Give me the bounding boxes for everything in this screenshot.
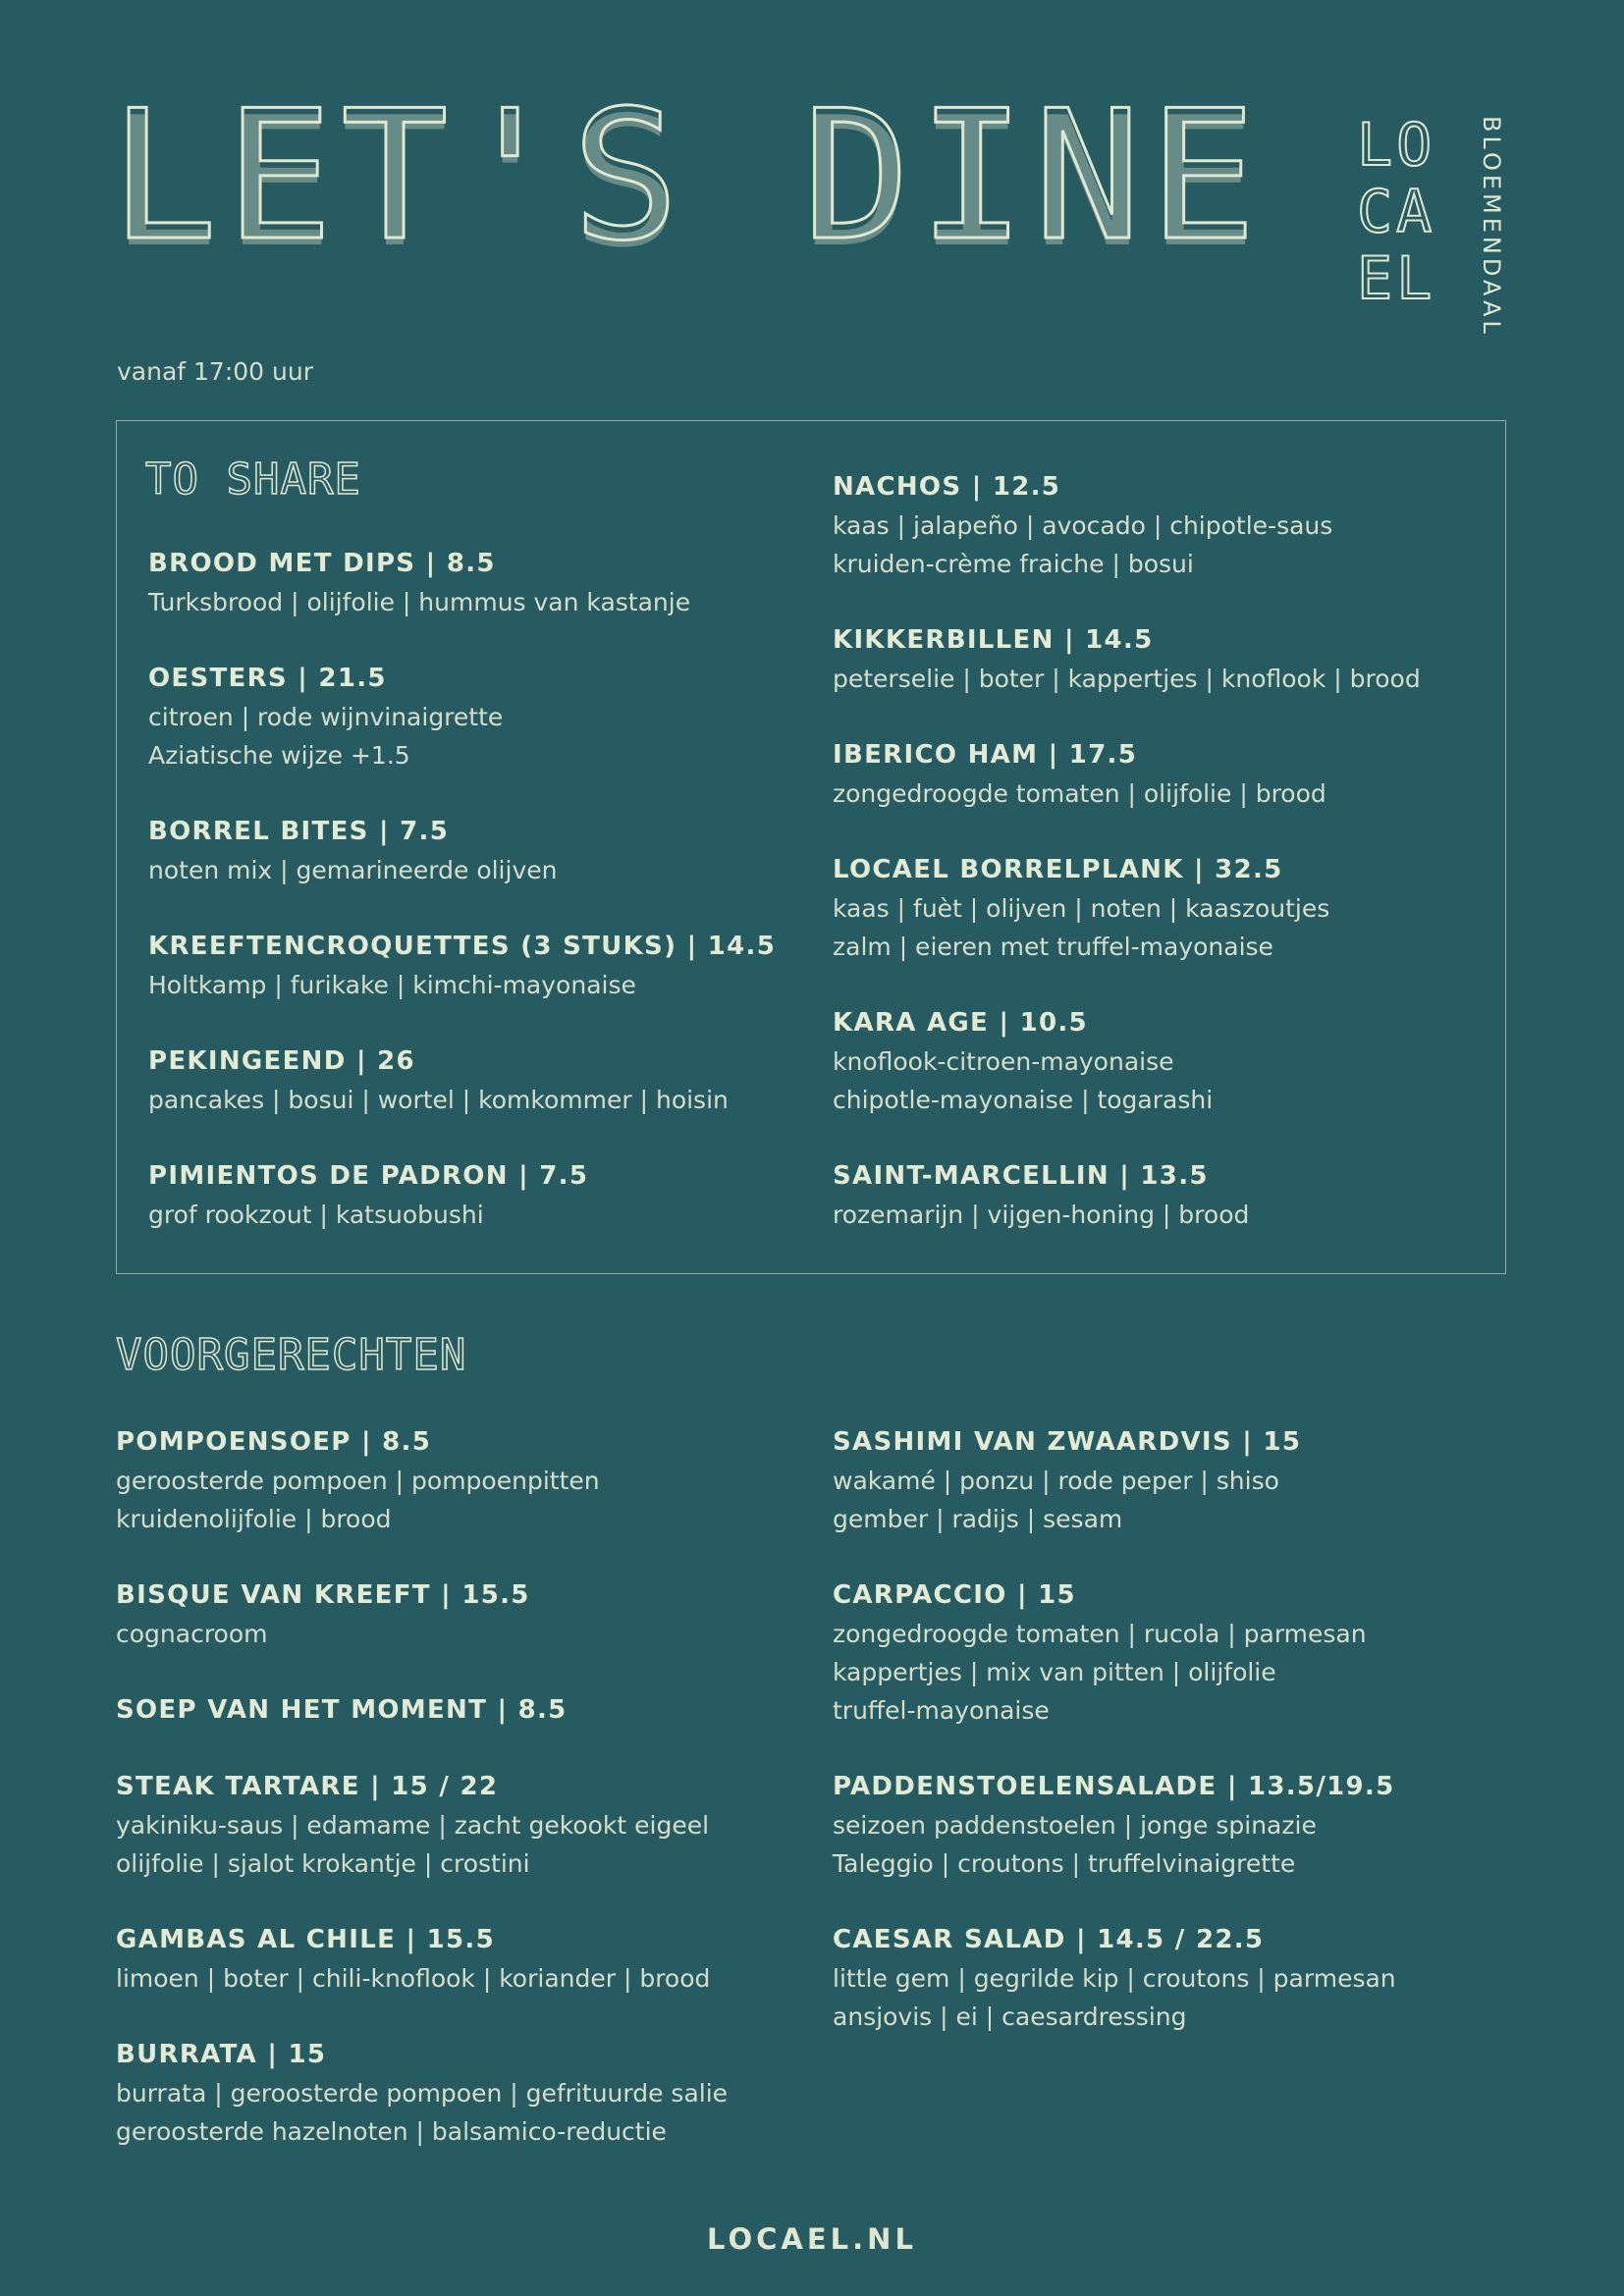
menu-item-name: GAMBAS AL CHILE | 15.5	[116, 1925, 495, 1954]
menu-item-name: BROOD MET DIPS | 8.5	[148, 549, 496, 578]
menu-item-description: grof rookzout | katsuobushi	[148, 1201, 484, 1229]
menu-item	[116, 1921, 728, 1998]
website-link[interactable]: LOCAEL.NL	[707, 2222, 917, 2256]
menu-item	[116, 1423, 728, 1538]
menu-item-name: CARPACCIO | 15	[833, 1580, 1076, 1610]
page-title: LET'S DINE	[110, 72, 1265, 280]
menu-item	[116, 2036, 728, 2151]
menu-item	[833, 851, 1421, 966]
menu-item-name: BISQUE VAN KREEFT | 15.5	[116, 1580, 530, 1610]
menu-item-name: IBERICO HAM | 17.5	[833, 740, 1138, 770]
menu-item-name: SOEP VAN HET MOMENT | 8.5	[116, 1695, 568, 1725]
menu-item-description: Aziatische wijze +1.5	[148, 741, 410, 770]
menu-item-description: Holtkamp | furikake | kimchi-mayonaise	[148, 971, 636, 999]
to-share-heading: TO SHARE	[145, 454, 361, 505]
menu-item	[833, 1576, 1396, 1730]
logo-town: BLOEMENDAAL	[1478, 116, 1505, 338]
menu-item-name: SASHIMI VAN ZWAARDVIS | 15	[833, 1427, 1302, 1457]
opening-time: vanaf 17:00 uur	[117, 357, 313, 386]
menu-item	[148, 928, 776, 1004]
menu-item-description: zalm | eieren met truffel-mayonaise	[833, 933, 1273, 961]
menu-item-name: STEAK TARTARE | 15 / 22	[116, 1772, 499, 1801]
menu-item	[833, 1004, 1421, 1119]
logo-letters-row: CA	[1357, 178, 1436, 246]
logo-letters	[1357, 111, 1445, 316]
menu-item	[833, 1157, 1421, 1234]
menu-item	[148, 813, 776, 889]
menu-item-name: KIKKERBILLEN | 14.5	[833, 625, 1154, 655]
locael-logo	[1357, 111, 1514, 391]
menu-item-description: zongedroogde tomaten | rucola | parmesan	[833, 1620, 1367, 1648]
menu-item	[148, 660, 776, 774]
menu-item-name: POMPOENSOEP | 8.5	[116, 1427, 432, 1457]
menu-item	[833, 736, 1421, 813]
menu-item-name: OESTERS | 21.5	[148, 664, 387, 693]
menu-item-description: kaas | jalapeño | avocado | chipotle-saus	[833, 511, 1333, 540]
to-share-right-column	[833, 468, 1421, 1234]
menu-item-description: knoflook-citroen-mayonaise	[833, 1047, 1174, 1076]
voorgerechten-heading: VOORGERECHTEN	[116, 1330, 467, 1380]
menu-item-description: seizoen paddenstoelen | jonge spinazie	[833, 1811, 1317, 1840]
menu-item-description: burrata | geroosterde pompoen | gefrituurde salie	[116, 2079, 729, 2108]
menu-item-name: SAINT-MARCELLIN | 13.5	[833, 1161, 1209, 1191]
menu-item-description: little gem | gegrilde kip | croutons | parmesan	[833, 1964, 1396, 1993]
menu-item-description: cognacroom	[116, 1620, 268, 1648]
menu-item-name: BURRATA | 15	[116, 2040, 327, 2069]
menu-item-description: geroosterde hazelnoten | balsamico-reductie	[116, 2117, 667, 2146]
menu-item	[148, 1042, 776, 1119]
menu-item-description: rozemarijn | vijgen-honing | brood	[833, 1201, 1250, 1229]
menu-item-name: CAESAR SALAD | 14.5 / 22.5	[833, 1925, 1265, 1954]
menu-item-description: zongedroogde tomaten | olijfolie | brood	[833, 779, 1326, 808]
to-share-left-column	[148, 545, 776, 1234]
menu-item	[833, 621, 1421, 698]
logo-letters-row: LO	[1357, 111, 1436, 180]
menu-item-description: gember | radijs | sesam	[833, 1505, 1123, 1533]
menu-item-description: noten mix | gemarineerde olijven	[148, 856, 558, 884]
menu-item-description: chipotle-mayonaise | togarashi	[833, 1086, 1214, 1114]
menu-item	[116, 1768, 728, 1883]
menu-item-description: kaas | fuèt | olijven | noten | kaaszoutjes	[833, 894, 1330, 923]
menu-item-description: kappertjes | mix van pitten | olijfolie	[833, 1658, 1276, 1686]
menu-item-description: limoen | boter | chili-knoflook | koriander | brood	[116, 1964, 711, 1993]
menu-item-description: truffel-mayonaise	[833, 1696, 1050, 1725]
menu-item-name: NACHOS | 12.5	[833, 472, 1061, 502]
menu-item	[148, 1157, 776, 1234]
menu-item-description: pancakes | bosui | wortel | komkommer | hoisin	[148, 1086, 729, 1114]
menu-item-description: geroosterde pompoen | pompoenpitten	[116, 1467, 600, 1495]
menu-item	[148, 545, 776, 621]
menu-item-description: citroen | rode wijnvinaigrette	[148, 703, 504, 731]
menu-item-name: KARA AGE | 10.5	[833, 1008, 1088, 1038]
menu-item-description: kruiden-crème fraiche | bosui	[833, 550, 1194, 578]
voorgerechten-right-column	[833, 1423, 1396, 2036]
menu-item	[833, 1921, 1396, 2036]
menu-item-description: yakiniku-saus | edamame | zacht gekookt eigeel	[116, 1811, 710, 1840]
menu-item-description: Turksbrood | olijfolie | hummus van kastanje	[148, 588, 691, 616]
menu-item-description: ansjovis | ei | caesardressing	[833, 2002, 1187, 2031]
menu-item-description: Taleggio | croutons | truffelvinaigrette	[833, 1849, 1296, 1878]
menu-item-name: PEKINGEEND | 26	[148, 1046, 415, 1076]
menu-item-name: BORREL BITES | 7.5	[148, 817, 450, 846]
menu-item-name: KREEFTENCROQUETTES (3 STUKS) | 14.5	[148, 932, 777, 961]
menu-item-description: wakamé | ponzu | rode peper | shiso	[833, 1467, 1279, 1495]
menu-item	[833, 468, 1421, 583]
menu-item-description: peterselie | boter | kappertjes | knoflook | brood	[833, 665, 1421, 693]
menu-item-description: olijfolie | sjalot krokantje | crostini	[116, 1849, 530, 1878]
menu-item	[833, 1768, 1396, 1883]
menu-item	[116, 1576, 728, 1653]
menu-item-name: LOCAEL BORRELPLANK | 32.5	[833, 855, 1283, 884]
logo-letters-row: EL	[1357, 244, 1436, 313]
menu-item-name: PIMIENTOS DE PADRON | 7.5	[148, 1161, 589, 1191]
menu-item	[833, 1423, 1396, 1538]
menu-item-description: kruidenolijfolie | brood	[116, 1505, 392, 1533]
voorgerechten-left-column	[116, 1423, 728, 2151]
menu-item-name: PADDENSTOELENSALADE | 13.5/19.5	[833, 1772, 1395, 1801]
menu-item	[116, 1691, 728, 1730]
